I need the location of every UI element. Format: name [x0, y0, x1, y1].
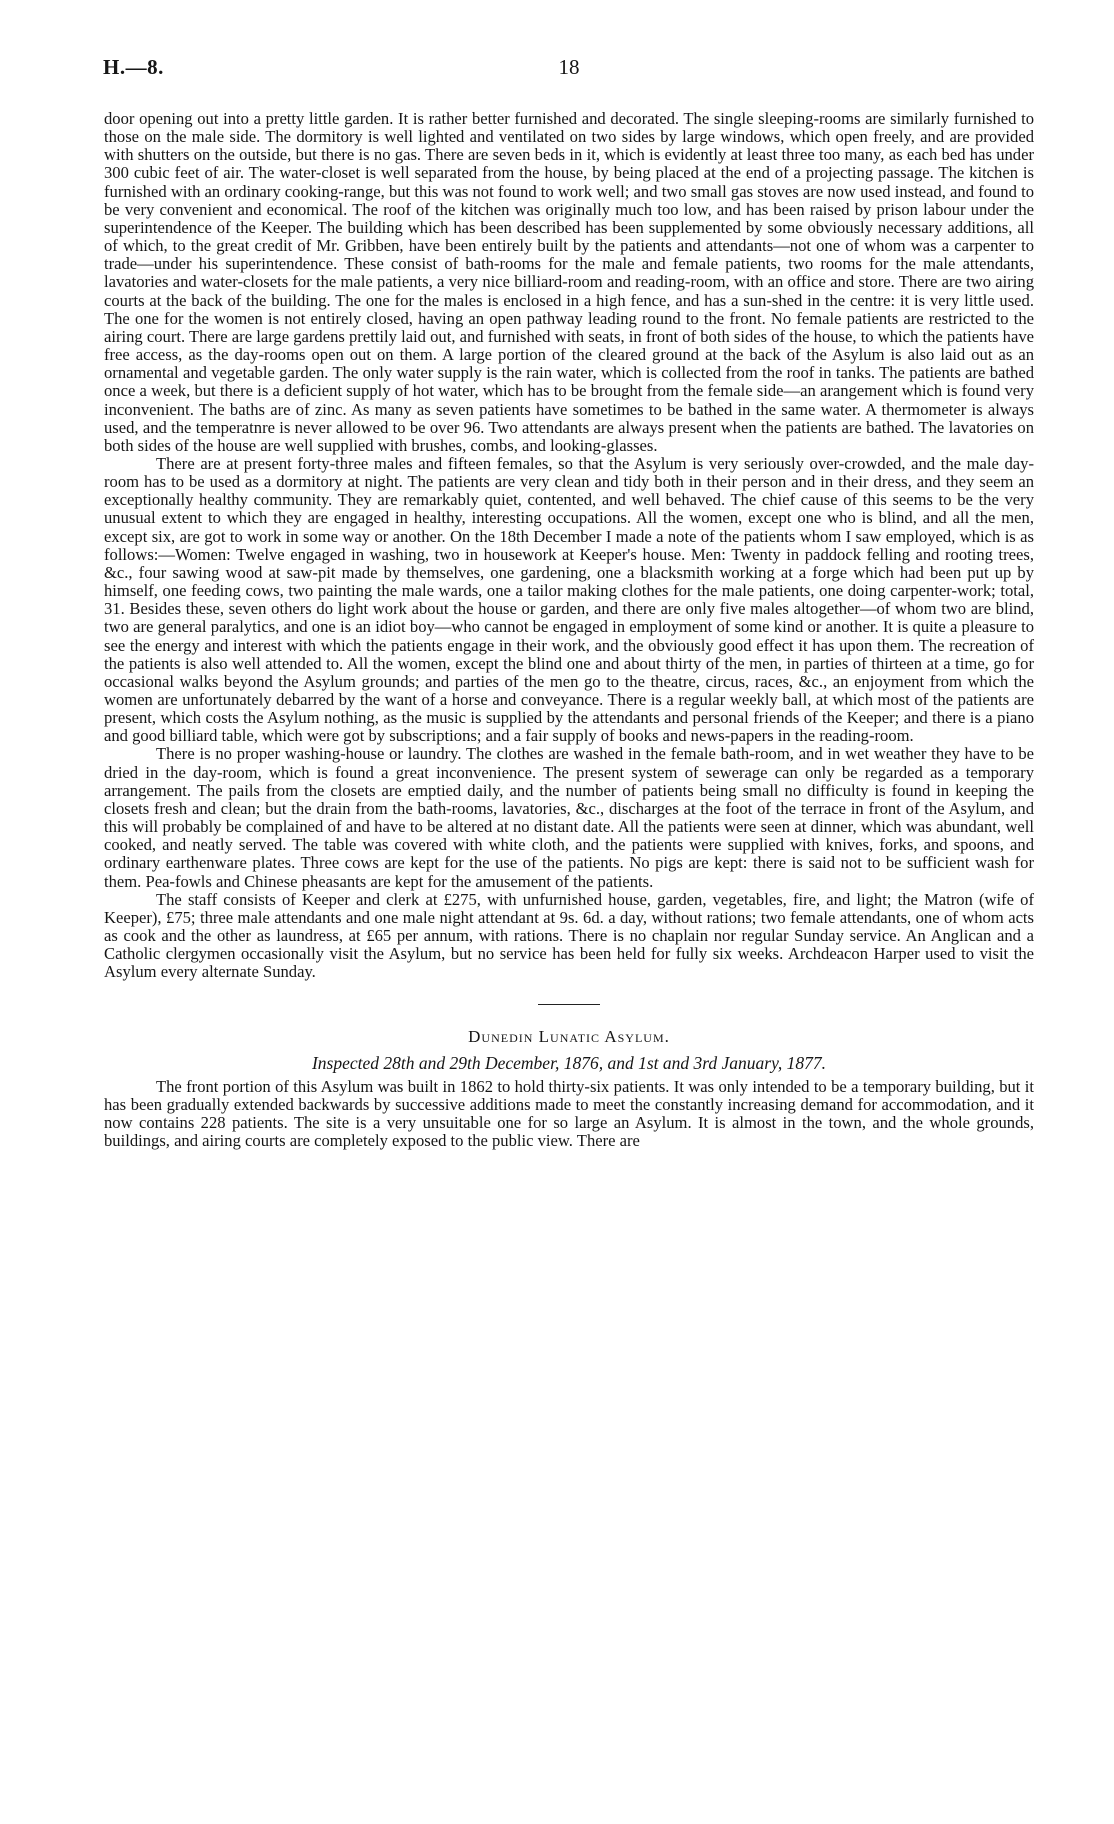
paragraph-staff: The staff consists of Keeper and clerk at £275, with unfurnished house, garden, vegetables, fire, and light; the Matron (wife of Keeper), £75; three male attendants and one male night attendant at 9s. 6d. a day, without rations; two female attendants, one of whom acts as cook and the other as laundress, at £65 per annum, with rations. There is no chaplain nor regular Sunday service. An Anglican and a Catholic clergymen occasionally visit the Asylum, but no service has been held for fully six weeks. Archdeacon Harper used to visit the Asylum every alternate Sunday. [104, 889, 1034, 982]
paragraph-dunedin: The front portion of this Asylum was built in 1862 to hold thirty-six patients. It was only intended to be a temporary building, but it has been gradually extended backwards by successive additions made to meet the constantly increasing demand for accommodation, and it now contains 228 patients. The site is a very unsuitable one for so large an Asylum. It is almost in the town, and the whole grounds, buildings, and airing courts are completely exposed to the public view. There are [104, 1076, 1034, 1151]
section-title: Dunedin Lunatic Asylum. [468, 1026, 670, 1046]
section-subtitle: Inspected 28th and 29th December, 1876, and 1st and 3rd January, 1877. [311, 1052, 827, 1073]
document-code: H.—8. [103, 55, 164, 79]
page-number: 18 [558, 55, 580, 79]
paragraph-laundry: There is no proper washing-house or laundry. The clothes are washed in the female bath-room, and in wet weather they have to be dried in the day-room, which is found a great inconvenience. The present system of sewerage can only be regarded as a temporary arrangement. The pails from the closets are emptied daily, and the number of patients being small no difficulty is found in keeping the closets fresh and clean; but the drain from the bath-rooms, lavatories, &c., discharges at the foot of the terrace in front of the Asylum, and this will probably be complained of and have to be altered at no distant date. All the patients were seen at dinner, which was abundant, well cooked, and neatly served. The table was covered with white cloth, and the patients were supplied with knives, forks, and spoons, and ordinary earthenware plates. Three cows are kept for the use of the patients. No pigs are kept: there is said not to be sufficient wash for them. Pea-fowls and Chinese pheasants are kept for the amusement of the patients. [104, 744, 1034, 891]
paragraph-patients: There are at present forty-three males and fifteen females, so that the Asylum is very seriously over-crowded, and the male day-room has to be used as a dormitory at night. The patients are very clean and tidy both in their person and in their dress, and they seem an exceptionally healthy community. They are remarkably quiet, contented, and well behaved. The chief cause of this seems to be the very unusual extent to which they are engaged in healthy, interesting occupations. All the women, except one who is blind, and all the men, except six, are got to work in some way or another. On the 18th December I made a note of the patients whom I saw employed, which is as follows:—Women: Twelve engaged in washing, two in housework at Keeper's house. Men: Twenty in paddock felling and rooting trees, &c., four sawing wood at saw-pit made by themselves, one gardening, one a blacksmith working at a forge which had been put up by himself, one feeding cows, two painting the male wards, one a tailor making clothes for the male patients, one doing carpenter-work; total, 31. Besides these, seven others do light work about the house or garden, and there are only five males altogether—of whom two are blind, two are general paralytics, and one is an idiot boy—who cannot be engaged in employment of some kind or another. It is quite a pleasure to see the energy and interest with which the patients engage in their work, and the obviously good effect it has upon them. The recreation of the patients is also well attended to. All the women, except the blind one and about thirty of the men, in parties of thirteen at a time, go for occasional walks beyond the Asylum grounds; and parties of the men go to the theatre, circus, races, &c., an enjoyment from which the women are unfortunately debarred by the want of a horse and conveyance. There is a regular weekly ball, at which most of the patients are present, which costs the Asylum nothing, as the music is supplied by the attendants and personal friends of the Keeper; and there is a piano and good billiard table, which were got by subscriptions; and a fair supply of books and news-papers in the reading-room. [104, 453, 1034, 746]
document-page [103, 55, 1034, 1151]
page-header [103, 55, 1034, 90]
paragraph-continued: door opening out into a pretty little garden. It is rather better furnished and decorated. The single sleeping-rooms are similarly furnished to those on the male side. The dormitory is well lighted and ventilated on two sides by large windows, which open freely, and are provided with shutters on the outside, but there is no gas. There are seven beds in it, which is evidently at least three too many, as each bed has under 300 cubic feet of air. The water-closet is well separated from the house, by being placed at the end of a projecting passage. The kitchen is furnished with an ordinary cooking-range, but this was not found to work well; and two small gas stoves are now used instead, and found to be very convenient and economical. The roof of the kitchen was originally much too low, and has been raised by prison labour under the superintendence of the Keeper. The building which has been described has been supplemented by some obviously necessary additions, all of which, to the great credit of Mr. Gribben, have been entirely built by the patients and attendants—not one of whom was a carpenter to trade—under his superintendence. These consist of bath-rooms for the male and female patients, two rooms for the male attendants, lavatories and water-closets for the male patients, a very nice billiard-room and reading-room, with an office and store. There are two airing courts at the back of the building. The one for the males is enclosed in a high fence, and has a sun-shed in the centre: it is very little used. The one for the women is not entirely closed, having an open pathway leading round to the front. No female patients are restricted to the airing court. There are large gardens prettily laid out, and furnished with seats, in front of both sides of the house, to which the patients have free access, as the day-rooms open out on them. A large portion of the cleared ground at the back of the Asylum is also laid out as an ornamental and vegetable garden. The only water supply is the rain water, which is collected from the roof in tanks. The patients are bathed once a week, but there is a deficient supply of hot water, which has to be brought from the female side—an arangement which is found very inconvenient. The baths are of zinc. As many as seven patients have sometimes to be bathed in the same water. A thermometer is always used, and the temperatnre is never allowed to be over 96. Two attendants are always present when the patients are bathed. The lavatories on both sides of the house are well supplied with brushes, combs, and looking-glasses. [104, 109, 1034, 455]
section-divider [538, 1004, 600, 1005]
